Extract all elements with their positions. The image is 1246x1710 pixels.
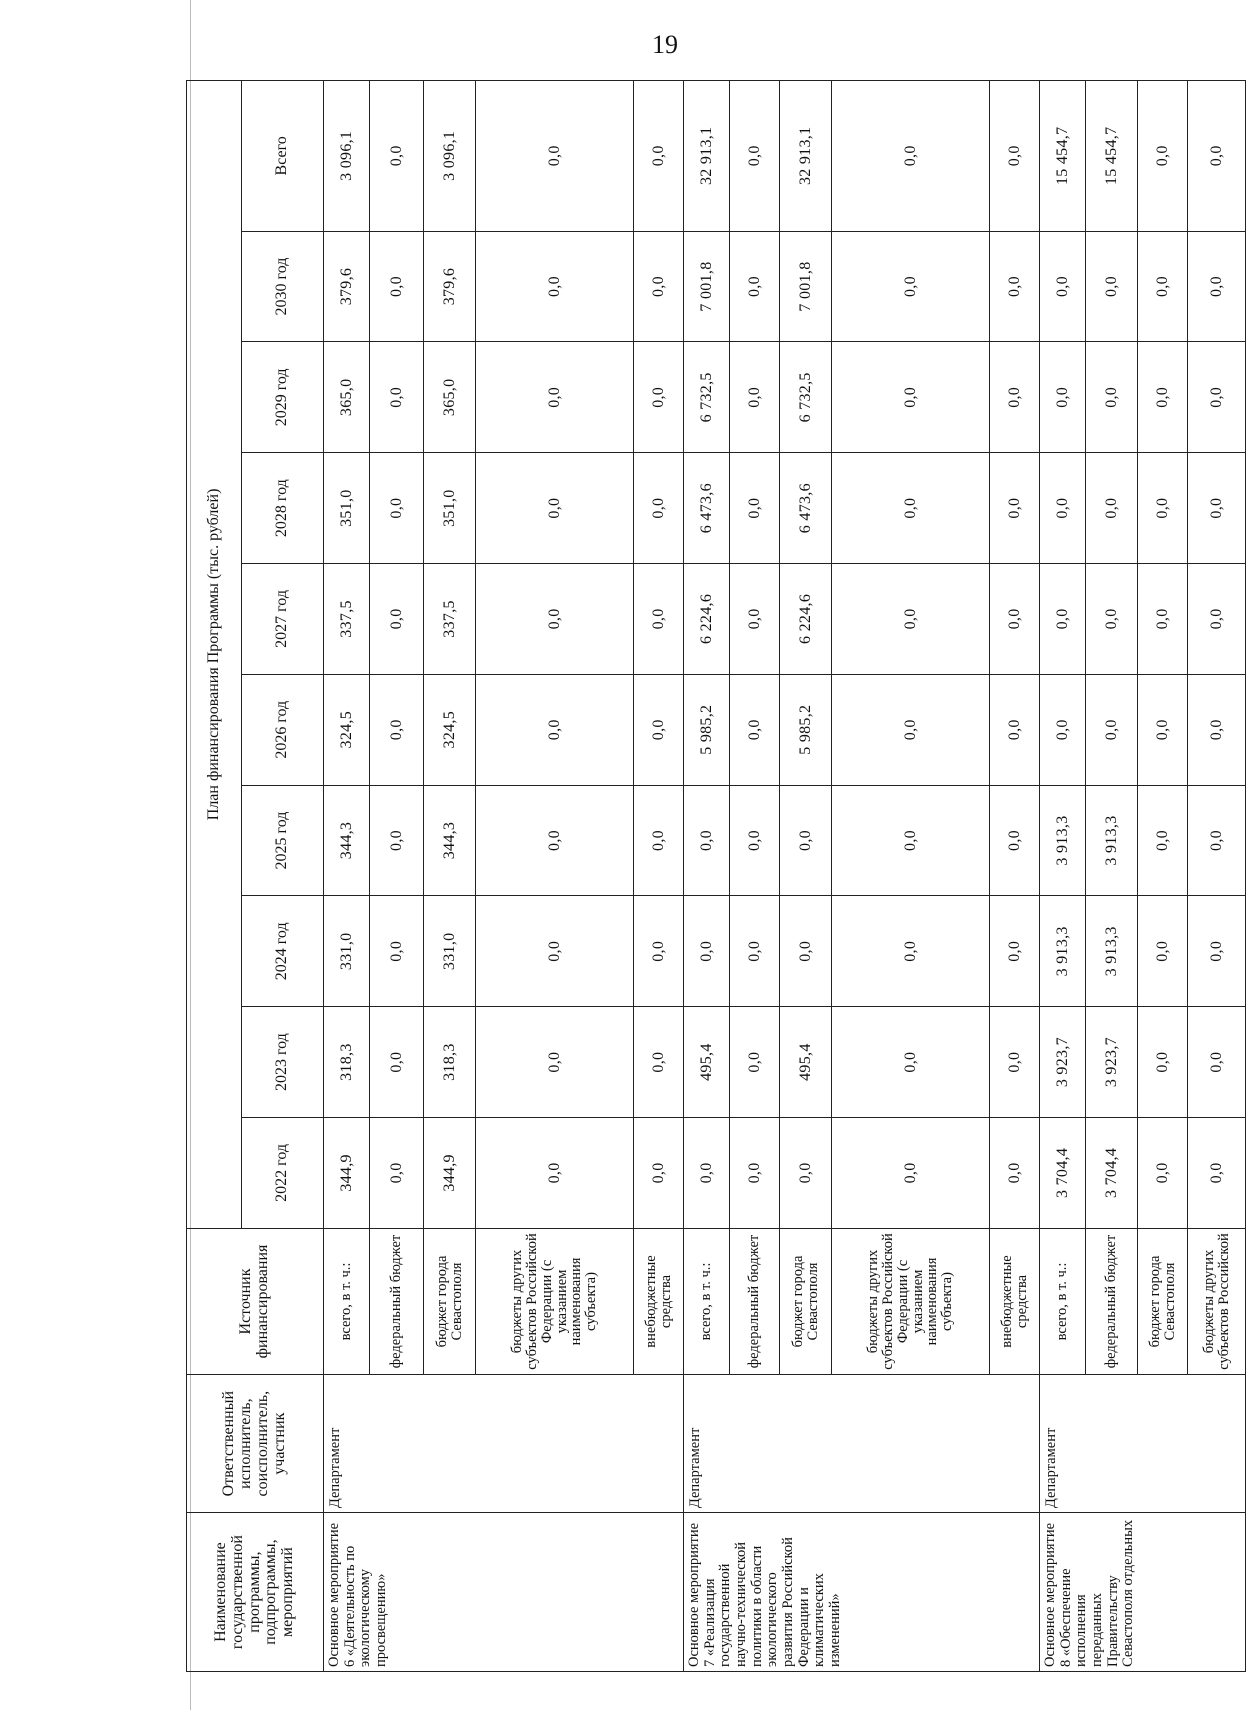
year-value: 0,0 [990, 453, 1040, 564]
funding-source: федеральный бюджет [1086, 1228, 1138, 1374]
year-value: 6 473,6 [780, 453, 832, 564]
funding-source: всего, в т. ч.: [684, 1228, 730, 1374]
rotated-table-container [186, 80, 1232, 1672]
year-value: 0,0 [634, 785, 684, 896]
header-year: 2029 год [242, 342, 324, 453]
year-value: 0,0 [476, 1007, 634, 1118]
table-row [324, 81, 370, 1672]
year-value: 0,0 [1086, 564, 1138, 675]
header-year: 2030 год [242, 231, 324, 342]
year-value: 5 985,2 [780, 674, 832, 785]
year-value: 0,0 [684, 785, 730, 896]
year-value: 0,0 [476, 1118, 634, 1229]
year-value: 0,0 [832, 453, 990, 564]
year-value: 0,0 [684, 1118, 730, 1229]
year-value: 337,5 [424, 564, 476, 675]
year-value: 0,0 [990, 1118, 1040, 1229]
year-value: 495,4 [684, 1007, 730, 1118]
year-value: 0,0 [476, 674, 634, 785]
year-value: 7 001,8 [684, 231, 730, 342]
year-value: 365,0 [424, 342, 476, 453]
year-value: 0,0 [370, 896, 424, 1007]
year-value: 0,0 [1138, 1007, 1188, 1118]
year-value: 0,0 [634, 231, 684, 342]
year-value: 0,0 [1188, 231, 1246, 342]
year-value: 0,0 [832, 1118, 990, 1229]
year-value: 331,0 [424, 896, 476, 1007]
year-value: 0,0 [370, 231, 424, 342]
year-value: 0,0 [634, 674, 684, 785]
year-value: 0,0 [370, 1007, 424, 1118]
year-value: 324,5 [424, 674, 476, 785]
year-value: 3 913,3 [1086, 785, 1138, 896]
header-year: 2025 год [242, 785, 324, 896]
year-value: 0,0 [730, 896, 780, 1007]
total-value: 0,0 [370, 81, 424, 232]
total-value: 3 096,1 [324, 81, 370, 232]
year-value: 0,0 [832, 342, 990, 453]
year-value: 0,0 [832, 896, 990, 1007]
header-responsible: Ответственный исполнитель, соисполнитель, участник [187, 1375, 324, 1513]
total-value: 15 454,7 [1040, 81, 1086, 232]
year-value: 0,0 [832, 564, 990, 675]
event-name: Основное мероприятие 7 «Реализация государственной научно-технической политики в области экологического развития Российской Федерации и климатических изменений» [684, 1513, 1040, 1672]
year-value: 0,0 [1188, 785, 1246, 896]
event-name: Основное мероприятие 8 «Обеспечение исполнения переданных Правительству Севастополя отдельных [1040, 1513, 1246, 1672]
year-value: 0,0 [730, 342, 780, 453]
year-value: 0,0 [1188, 342, 1246, 453]
header-year: 2028 год [242, 453, 324, 564]
year-value: 3 704,4 [1086, 1118, 1138, 1229]
year-value: 6 224,6 [780, 564, 832, 675]
header-source: Источник финансирования [187, 1228, 324, 1374]
year-value: 0,0 [1040, 453, 1086, 564]
year-value: 0,0 [370, 785, 424, 896]
year-value: 0,0 [990, 896, 1040, 1007]
financing-table [186, 80, 1246, 1672]
funding-source: бюджет города Севастополя [780, 1228, 832, 1374]
year-value: 0,0 [1188, 896, 1246, 1007]
year-value: 6 732,5 [684, 342, 730, 453]
year-value: 0,0 [1188, 1118, 1246, 1229]
year-value: 0,0 [1138, 674, 1188, 785]
year-value: 0,0 [1138, 453, 1188, 564]
funding-source: бюджет города Севастополя [424, 1228, 476, 1374]
event-name: Основное мероприятие 6 «Деятельность по экологическому просвещению» [324, 1513, 684, 1672]
year-value: 0,0 [476, 896, 634, 1007]
year-value: 344,3 [424, 785, 476, 896]
year-value: 365,0 [324, 342, 370, 453]
year-value: 0,0 [780, 785, 832, 896]
year-value: 0,0 [476, 231, 634, 342]
year-value: 324,5 [324, 674, 370, 785]
year-value: 495,4 [780, 1007, 832, 1118]
funding-source: бюджеты других субъектов Российской [1188, 1228, 1246, 1374]
header-year: 2027 год [242, 564, 324, 675]
year-value: 0,0 [634, 1118, 684, 1229]
year-value: 318,3 [324, 1007, 370, 1118]
header-year: 2024 год [242, 896, 324, 1007]
year-value: 0,0 [990, 785, 1040, 896]
year-value: 344,9 [424, 1118, 476, 1229]
year-value: 7 001,8 [780, 231, 832, 342]
year-value: 0,0 [1138, 785, 1188, 896]
year-value: 3 913,3 [1086, 896, 1138, 1007]
total-value: 0,0 [476, 81, 634, 232]
year-value: 344,9 [324, 1118, 370, 1229]
year-value: 0,0 [730, 453, 780, 564]
year-value: 0,0 [370, 1118, 424, 1229]
year-value: 0,0 [990, 1007, 1040, 1118]
year-value: 3 923,7 [1040, 1007, 1086, 1118]
year-value: 318,3 [424, 1007, 476, 1118]
header-name: Наименование государственной программы, подпрограммы, мероприятий [187, 1513, 324, 1672]
year-value: 0,0 [1188, 453, 1246, 564]
header-year: 2023 год [242, 1007, 324, 1118]
year-value: 0,0 [1138, 1118, 1188, 1229]
responsible-executor: Департамент [324, 1375, 684, 1513]
total-value: 0,0 [1138, 81, 1188, 232]
year-value: 0,0 [730, 1118, 780, 1229]
total-value: 3 096,1 [424, 81, 476, 232]
year-value: 0,0 [370, 342, 424, 453]
year-value: 0,0 [476, 453, 634, 564]
page-number: 19 [652, 30, 678, 59]
year-value: 0,0 [730, 785, 780, 896]
total-value: 0,0 [634, 81, 684, 232]
year-value: 0,0 [1086, 231, 1138, 342]
year-value: 0,0 [1138, 342, 1188, 453]
year-value: 0,0 [990, 674, 1040, 785]
year-value: 3 913,3 [1040, 896, 1086, 1007]
funding-source: федеральный бюджет [370, 1228, 424, 1374]
table-body [324, 81, 1246, 1672]
year-value: 331,0 [324, 896, 370, 1007]
year-value: 3 923,7 [1086, 1007, 1138, 1118]
year-value: 0,0 [684, 896, 730, 1007]
funding-source: бюджет города Севастополя [1138, 1228, 1188, 1374]
year-value: 0,0 [1040, 342, 1086, 453]
year-value: 0,0 [832, 785, 990, 896]
year-value: 0,0 [370, 453, 424, 564]
responsible-executor: Департамент [1040, 1375, 1246, 1513]
year-value: 337,5 [324, 564, 370, 675]
year-value: 379,6 [424, 231, 476, 342]
year-value: 0,0 [476, 564, 634, 675]
year-value: 0,0 [370, 564, 424, 675]
table-row [684, 81, 730, 1672]
year-value: 3 913,3 [1040, 785, 1086, 896]
year-value: 0,0 [990, 564, 1040, 675]
funding-source: внебюджетные средства [634, 1228, 684, 1374]
funding-source: федеральный бюджет [730, 1228, 780, 1374]
total-value: 32 913,1 [684, 81, 730, 232]
year-value: 0,0 [1040, 564, 1086, 675]
total-value: 32 913,1 [780, 81, 832, 232]
year-value: 3 704,4 [1040, 1118, 1086, 1229]
year-value: 0,0 [990, 231, 1040, 342]
year-value: 0,0 [1188, 674, 1246, 785]
year-value: 0,0 [634, 342, 684, 453]
year-value: 351,0 [424, 453, 476, 564]
year-value: 0,0 [1086, 342, 1138, 453]
funding-source: внебюджетные средства [990, 1228, 1040, 1374]
year-value: 0,0 [832, 231, 990, 342]
responsible-executor: Департамент [684, 1375, 1040, 1513]
year-value: 0,0 [634, 453, 684, 564]
year-value: 0,0 [634, 896, 684, 1007]
year-value: 5 985,2 [684, 674, 730, 785]
year-value: 0,0 [1040, 231, 1086, 342]
funding-source: бюджеты других субъектов Российской Федерации (с указанием наименования субъекта) [476, 1228, 634, 1374]
header-plan: План финансирования Программы (тыс. рублей) [187, 81, 242, 1229]
table-row [1040, 81, 1086, 1672]
header-year: 2022 год [242, 1118, 324, 1229]
year-value: 0,0 [730, 674, 780, 785]
year-value: 0,0 [1138, 896, 1188, 1007]
year-value: 0,0 [634, 1007, 684, 1118]
year-value: 6 732,5 [780, 342, 832, 453]
year-value: 0,0 [634, 564, 684, 675]
year-value: 0,0 [990, 342, 1040, 453]
year-value: 0,0 [730, 1007, 780, 1118]
year-value: 0,0 [730, 564, 780, 675]
year-value: 6 473,6 [684, 453, 730, 564]
year-value: 0,0 [370, 674, 424, 785]
year-value: 0,0 [1040, 674, 1086, 785]
year-value: 0,0 [780, 896, 832, 1007]
year-value: 0,0 [1138, 564, 1188, 675]
year-value: 351,0 [324, 453, 370, 564]
year-value: 0,0 [1138, 231, 1188, 342]
year-value: 0,0 [1086, 674, 1138, 785]
total-value: 0,0 [832, 81, 990, 232]
total-value: 0,0 [1188, 81, 1246, 232]
year-value: 0,0 [832, 674, 990, 785]
header-year: 2026 год [242, 674, 324, 785]
funding-source: всего, в т. ч.: [1040, 1228, 1086, 1374]
year-value: 0,0 [1086, 453, 1138, 564]
total-value: 0,0 [990, 81, 1040, 232]
funding-source: всего, в т. ч.: [324, 1228, 370, 1374]
header-total: Всего [242, 81, 324, 232]
year-value: 0,0 [476, 785, 634, 896]
year-value: 6 224,6 [684, 564, 730, 675]
year-value: 0,0 [832, 1007, 990, 1118]
year-value: 379,6 [324, 231, 370, 342]
year-value: 0,0 [1188, 1007, 1246, 1118]
year-value: 0,0 [730, 231, 780, 342]
year-value: 0,0 [780, 1118, 832, 1229]
year-value: 0,0 [476, 342, 634, 453]
year-value: 344,3 [324, 785, 370, 896]
total-value: 0,0 [730, 81, 780, 232]
year-value: 0,0 [1188, 564, 1246, 675]
funding-source: бюджеты других субъектов Российской Федерации (с указанием наименования субъекта) [832, 1228, 990, 1374]
total-value: 15 454,7 [1086, 81, 1138, 232]
